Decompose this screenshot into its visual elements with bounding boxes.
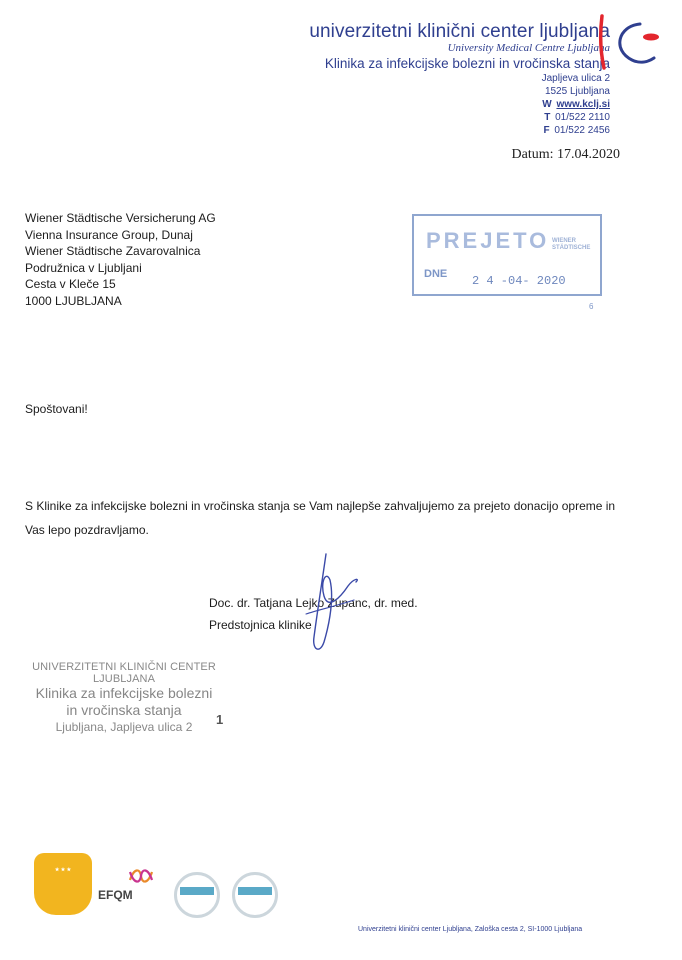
greeting: Spoštovani!	[25, 402, 88, 416]
recipient-line: Podružnica v Ljubljani	[25, 260, 142, 275]
efqm-logo	[98, 866, 160, 916]
phone-line	[190, 111, 610, 124]
recipient-address	[25, 210, 216, 309]
institution-name: univerzitetni klinični center ljubljana	[309, 21, 610, 42]
phone-label: T	[544, 112, 551, 123]
clinic-stamp-line: Klinika za infekcijske bolezni	[35, 685, 213, 701]
fax-line	[190, 124, 610, 137]
stamp-number: 6	[589, 302, 594, 311]
signer-role: Predstojnica klinike	[209, 618, 312, 632]
body-text-line-2: Vas lepo pozdravljamo.	[25, 523, 149, 537]
recipient-line: Cesta v Kleče 15	[25, 277, 116, 291]
quality-award-badge-icon: ★ ★ ★	[34, 853, 92, 915]
stamp-dne-label: DNE	[424, 268, 448, 280]
handwritten-signature-icon	[296, 552, 364, 657]
ukc-logo-icon	[596, 14, 662, 70]
recipient-line: Wiener Städtische Zavarovalnica	[25, 244, 201, 258]
body-text-line-1: S Klinike za infekcijske bolezni in vročinska stanja se Vam najlepše zahvaljujemo za prejeto donacijo opreme in	[25, 499, 616, 513]
clinic-stamp	[17, 661, 231, 735]
clinic-stamp-line: Ljubljana, Japljeva ulica 2	[55, 720, 193, 734]
clinic-stamp-line: UNIVERZITETNI KLINIČNI CENTER LJUBLJANA	[32, 661, 216, 685]
clinic-stamp-line: in vročinska stanja	[66, 702, 182, 718]
stamp-brand: WIENER STÄDTISCHE	[552, 238, 591, 251]
web-link[interactable]: www.kclj.si	[556, 99, 610, 110]
address-city: 1525 Ljubljana	[544, 86, 610, 97]
recipient-line: 1000 LJUBLJANA	[25, 293, 122, 308]
phone-number: 01/522 2110	[555, 112, 610, 123]
institution-name-en: University Medical Centre Ljubljana	[447, 42, 610, 54]
web-label: W	[542, 99, 552, 110]
address-street: Japljeva ulica 2	[541, 73, 610, 84]
recipient-line: Wiener Städtische Versicherung AG	[25, 211, 216, 225]
clinic-stamp-number: 1	[216, 712, 224, 727]
dnv-gl-certification-seal-icon	[174, 872, 220, 918]
efqm-label: EFQM	[98, 888, 133, 902]
efqm-ribbon-icon	[128, 866, 154, 886]
recipient-line: Vienna Insurance Group, Dunaj	[25, 227, 193, 242]
letter-date: Datum: 17.04.2020	[511, 147, 620, 162]
fax-number: 01/522 2456	[554, 125, 610, 136]
web-line	[190, 98, 610, 111]
signer-name: Doc. dr. Tatjana Lejko Zupanc, dr. med.	[209, 596, 418, 610]
clinic-name: Klinika za infekcijske bolezni in vročinska stanja	[324, 56, 610, 71]
fax-label: F	[543, 125, 550, 136]
letterhead	[190, 22, 610, 137]
footer-address: Univerzitetni klinični center Ljubljana, Zaloška cesta 2, SI-1000 Ljubljana	[358, 926, 583, 933]
stamp-word: PREJETO	[426, 228, 550, 253]
stamp-date: 2 4 -04- 2020	[472, 274, 566, 288]
dnv-gl-certification-seal-icon	[232, 872, 278, 918]
received-stamp	[412, 214, 602, 296]
